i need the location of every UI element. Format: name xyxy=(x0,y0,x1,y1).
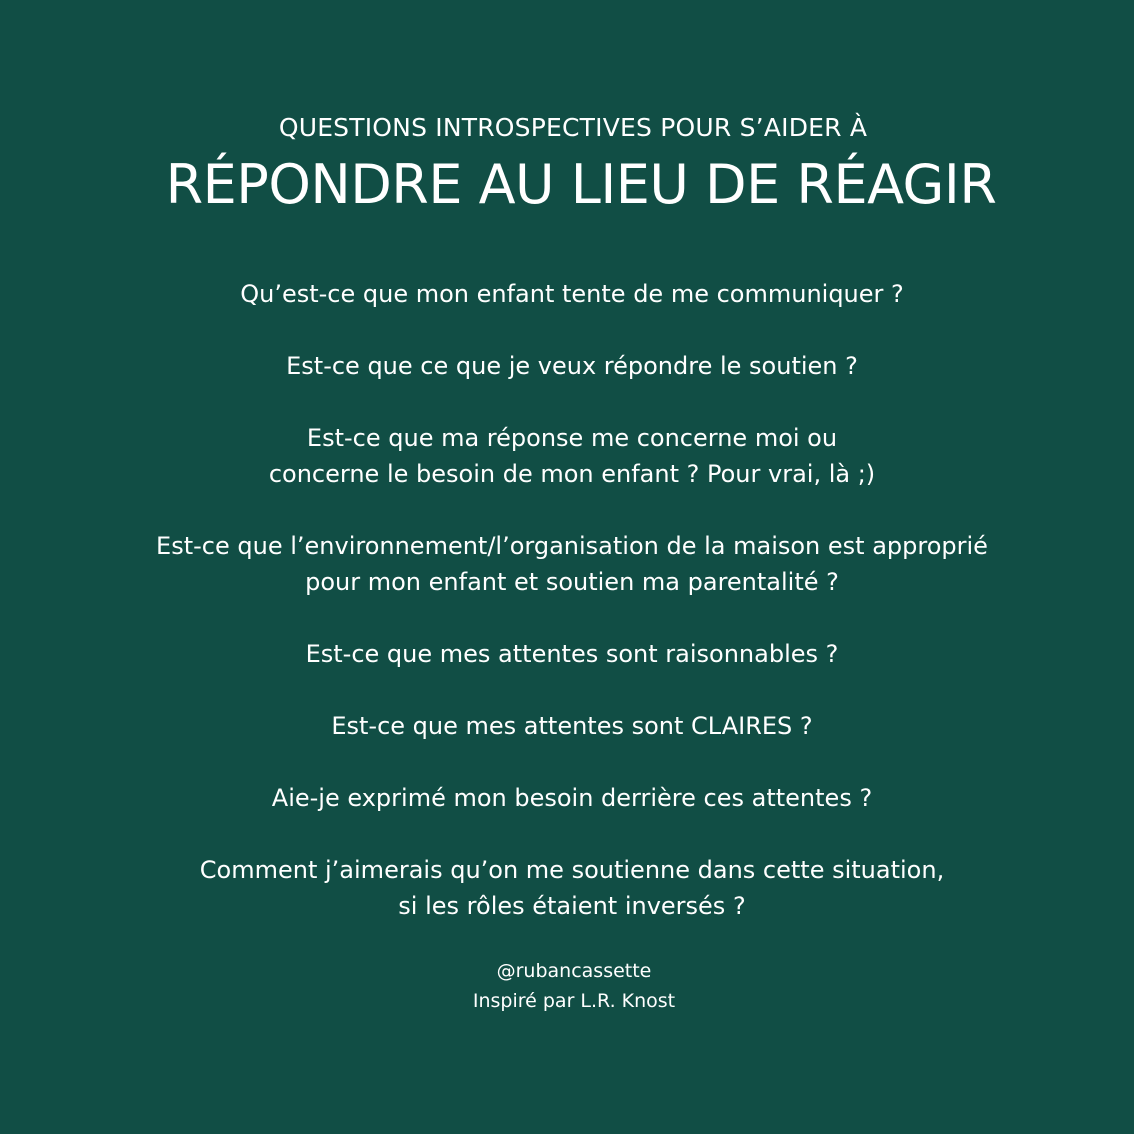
question-line: Aie-je exprimé mon besoin derrière ces attentes ? xyxy=(271,784,873,812)
question-list xyxy=(0,276,1134,960)
question-item xyxy=(0,708,1134,744)
question-line: pour mon enfant et soutien ma parentalité ? xyxy=(305,568,839,596)
question-item xyxy=(0,276,1134,312)
question-item xyxy=(0,420,1134,492)
question-item xyxy=(0,348,1134,384)
inspiration-credit: Inspiré par L.R. Knost xyxy=(472,990,676,1012)
question-line: Est-ce que ce que je veux répondre le soutien ? xyxy=(286,352,858,380)
question-line: Est-ce que l’environnement/l’organisation de la maison est approprié xyxy=(156,532,988,560)
question-line: concerne le besoin de mon enfant ? Pour vrai, là ;) xyxy=(268,460,876,488)
subtitle: QUESTIONS INTROSPECTIVES POUR S’AIDER À xyxy=(278,113,868,142)
question-item xyxy=(0,528,1134,600)
question-line: Comment j’aimerais qu’on me soutienne dans cette situation, xyxy=(199,856,945,884)
question-line: Est-ce que mes attentes sont CLAIRES ? xyxy=(331,712,813,740)
question-line: Qu’est-ce que mon enfant tente de me communiquer ? xyxy=(240,280,904,308)
credits xyxy=(0,956,1134,1016)
question-item xyxy=(0,852,1134,924)
question-line: si les rôles étaient inversés ? xyxy=(398,892,746,920)
question-item xyxy=(0,636,1134,672)
question-line: Est-ce que ma réponse me concerne moi ou xyxy=(306,424,838,452)
author-handle[interactable]: @rubancassette xyxy=(496,960,652,982)
page-title: RÉPONDRE AU LIEU DE RÉAGIR xyxy=(165,153,997,216)
question-line: Est-ce que mes attentes sont raisonnables ? xyxy=(305,640,839,668)
question-item xyxy=(0,780,1134,816)
